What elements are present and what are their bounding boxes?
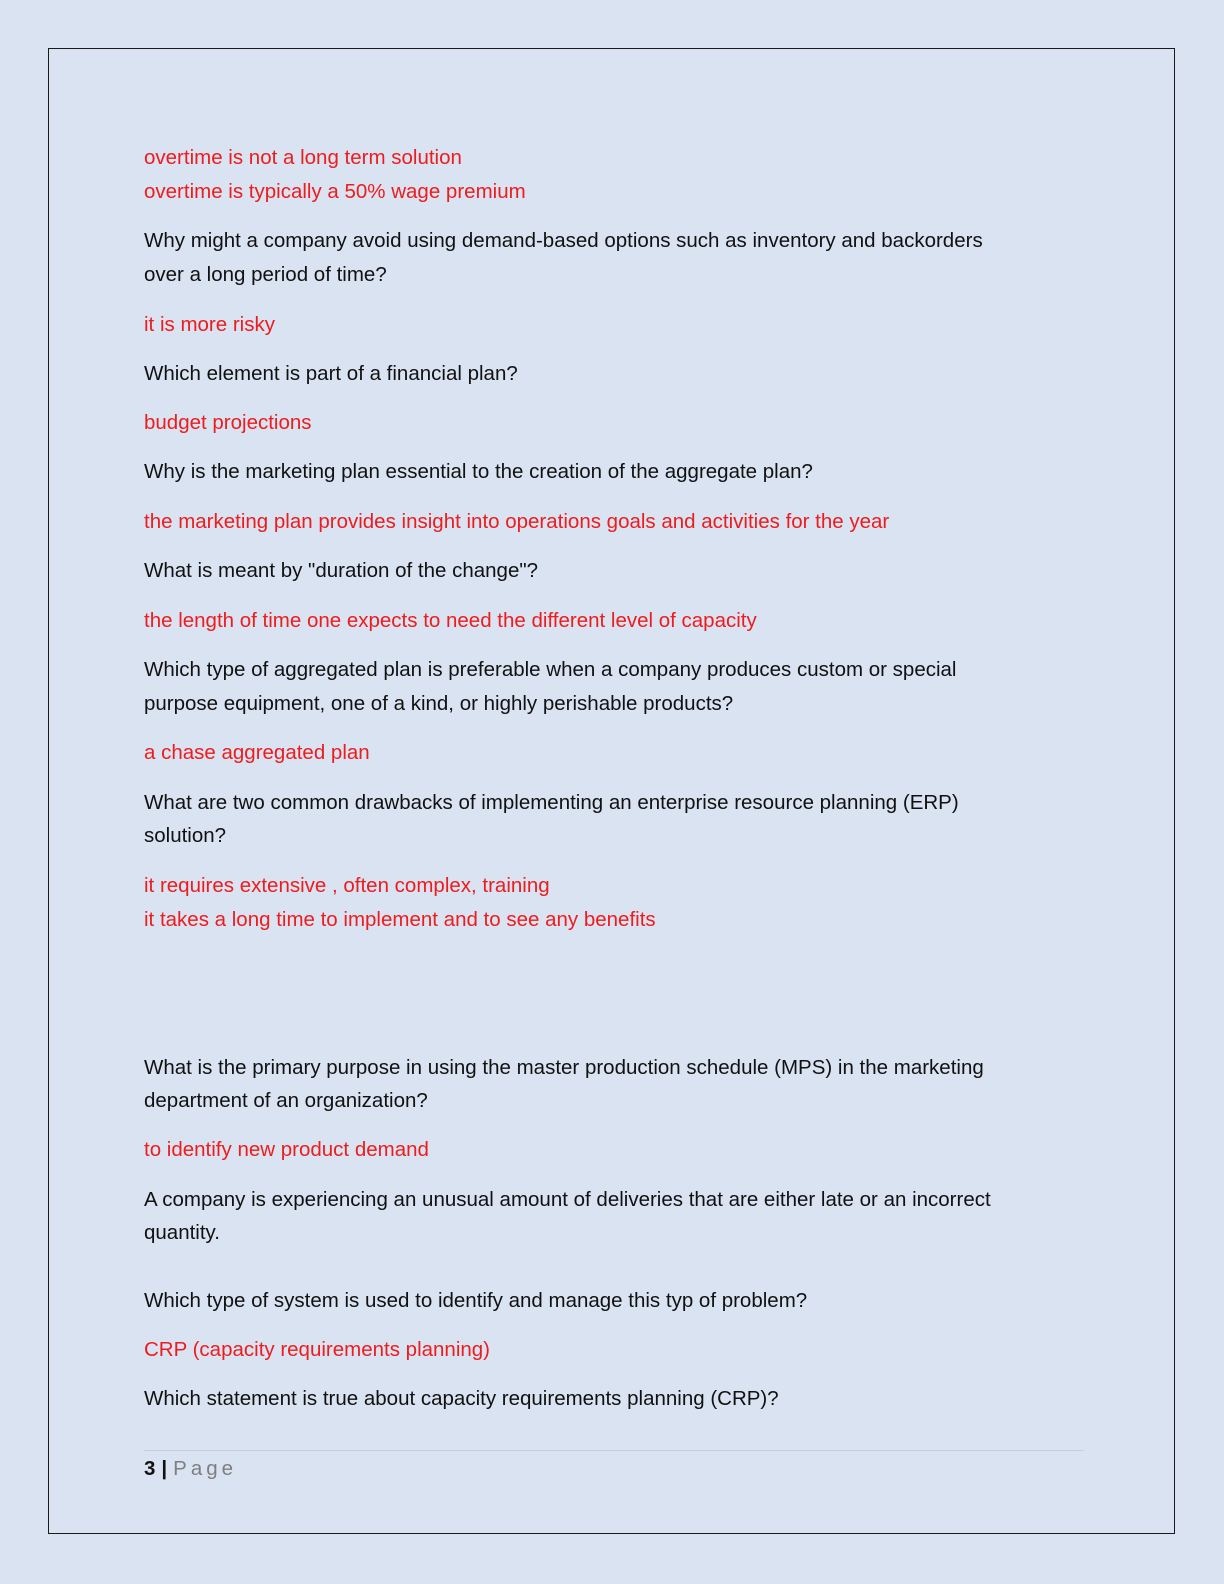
question-line: Which statement is true about capacity requirements planning (CRP)? bbox=[144, 1387, 779, 1410]
answer-line: a chase aggregated plan bbox=[144, 741, 370, 764]
answer-line: overtime is not a long term solution bbox=[144, 146, 462, 169]
question-line: over a long period of time? bbox=[144, 263, 387, 286]
answer-line: the marketing plan provides insight into operations goals and activities for the year bbox=[144, 510, 890, 533]
answer-line: CRP (capacity requirements planning) bbox=[144, 1338, 491, 1361]
answer-line: it is more risky bbox=[144, 313, 275, 336]
question-line: A company is experiencing an unusual amount of deliveries that are either late or an incorrect bbox=[144, 1188, 991, 1211]
question-line: department of an organization? bbox=[144, 1089, 428, 1112]
question-line: Which type of system is used to identify and manage this typ of problem? bbox=[144, 1289, 808, 1312]
question-line: solution? bbox=[144, 824, 227, 847]
question-line: Which type of aggregated plan is preferable when a company produces custom or special bbox=[144, 658, 957, 681]
question-line: What is meant by "duration of the change"? bbox=[144, 559, 539, 582]
question-line: quantity. bbox=[144, 1221, 220, 1244]
answer-line: budget projections bbox=[144, 411, 312, 434]
question-line: Which element is part of a financial plan? bbox=[144, 362, 518, 385]
page-number: 3 bbox=[144, 1457, 156, 1480]
question-line: What is the primary purpose in using the master production schedule (MPS) in the marketing bbox=[144, 1056, 984, 1079]
footer-divider bbox=[144, 1450, 1084, 1451]
answer-line: it requires extensive , often complex, training bbox=[144, 874, 550, 897]
page-footer bbox=[144, 1456, 237, 1482]
question-line: Why might a company avoid using demand-based options such as inventory and backorders bbox=[144, 229, 983, 252]
footer-separator: | bbox=[161, 1457, 168, 1480]
answer-line: overtime is typically a 50% wage premium bbox=[144, 180, 526, 203]
answer-line: the length of time one expects to need the different level of capacity bbox=[144, 609, 757, 632]
question-line: Why is the marketing plan essential to the creation of the aggregate plan? bbox=[144, 460, 813, 483]
answer-line: to identify new product demand bbox=[144, 1138, 429, 1161]
answer-line: it takes a long time to implement and to see any benefits bbox=[144, 908, 656, 931]
question-line: purpose equipment, one of a kind, or highly perishable products? bbox=[144, 692, 734, 715]
question-line: What are two common drawbacks of implementing an enterprise resource planning (ERP) bbox=[144, 791, 959, 814]
page-label: Page bbox=[173, 1457, 238, 1480]
